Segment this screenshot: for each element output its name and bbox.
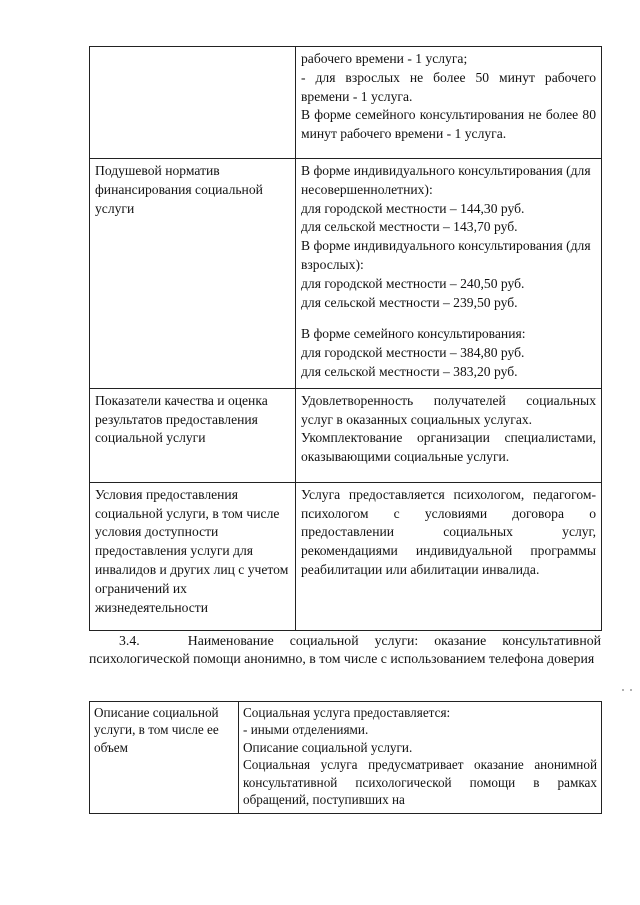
value-line: для сельской местности – 383,20 руб. [301,363,518,379]
table-row [90,388,602,482]
row-value [239,702,602,814]
row-value [296,388,602,482]
value-line: В форме индивидуального консультирования (для несовершеннолетних): [301,163,591,197]
section-heading [89,632,601,668]
value-line: Удовлетворенность получателей социальных услуг в оказанных социальных услугах. [301,392,596,427]
blank-line [301,312,596,325]
value-line: для сельской местности – 239,50 руб. [301,294,518,310]
row-label: Описание социальной услуги, в том числе ее объем [90,702,239,814]
value-line: В форме семейного консультирования не более 80 минут рабочего времени - 1 услуга. [301,107,596,142]
service-standard-table [89,46,602,631]
value-line: Описание социальной услуги. [243,739,413,755]
value-line: для городской местности – 384,80 руб. [301,345,525,361]
value-line: Услуга предоставляется психологом, педагогом-психологом с условиями договора о предоставлении социальных услуг, рекомендациями индивидуальной программы реабилитации или абилитации инвалида. [301,486,596,577]
value-line: - иными отделениями. [243,722,369,738]
value-line: В форме семейного консультирования: [301,326,526,342]
row-value [296,482,602,630]
table-row [90,159,602,389]
service-description-table [89,701,602,814]
row-label: Условия предоставления социальной услуги, в том числе условия доступности предоставления услуги для инвалидов и других лиц с учетом ограничений их жизнедеятельности [90,482,296,630]
scan-artifact [622,689,624,691]
value-line: Укомплектование организации специалистами, оказывающими социальные услуги. [301,430,596,465]
value-line: для сельской местности – 143,70 руб. [301,219,518,235]
value-line: рабочего времени - 1 услуга; [301,51,468,66]
value-line: - для взрослых не более 50 минут рабочего времени - 1 услуга. [301,69,596,104]
row-value [296,47,602,159]
value-line: В форме индивидуального консультирования (для взрослых): [301,238,591,272]
value-line: для городской местности – 144,30 руб. [301,200,525,216]
value-line: Социальная услуга предоставляется: [243,705,451,720]
table-row [90,702,602,814]
scan-artifact [630,689,632,691]
table-row [90,47,602,159]
row-label [90,47,296,159]
value-line: для городской местности – 240,50 руб. [301,275,525,291]
row-label: Подушевой норматив финансирования социальной услуги [90,159,296,389]
table-row [90,482,602,630]
section-number: 3.4. [119,633,140,648]
value-line: Социальная услуга предусматривает оказание анонимной консультативной психологической помощи в рамках обращений, поступивших на [243,757,597,808]
row-label: Показатели качества и оценка результатов предоставления социальной услуги [90,388,296,482]
section-title: Наименование социальной услуги: оказание консультативной психологической помощи анонимно, в том числе с использованием телефона доверия [89,633,601,666]
row-value [296,159,602,389]
